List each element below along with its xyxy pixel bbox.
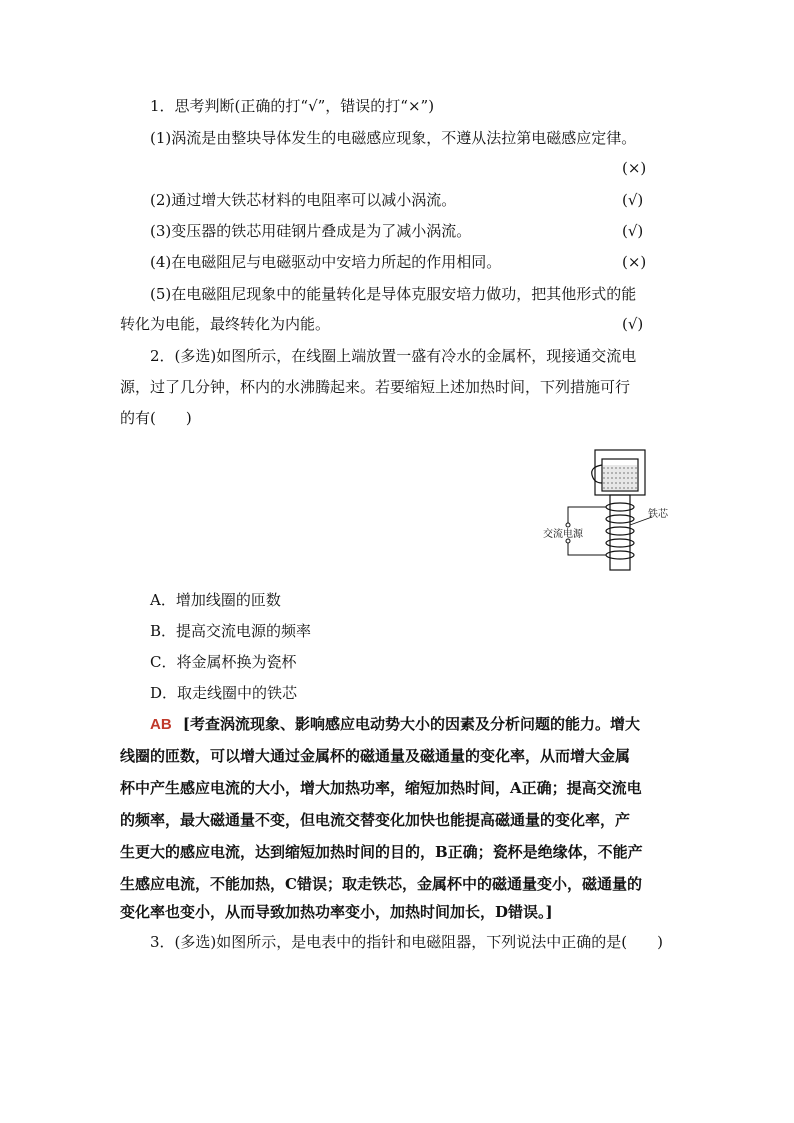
- q2-explanation-line6: 生感应电流，不能加热，C错误；取走铁芯，金属杯中的磁通量变小，磁通量的: [120, 875, 642, 893]
- q2-figure: [540, 445, 680, 575]
- q2-option-a: A．增加线圈的匝数: [150, 591, 281, 609]
- q1-item-5-mark: (√): [622, 315, 644, 333]
- q1-title: 1．思考判断(正确的打“√”，错误的打“×”): [150, 97, 435, 115]
- q2-stem-line1: 2．(多选)如图所示，在线圈上端放置一盛有冷水的金属杯，现接通交流电: [150, 347, 637, 365]
- q1-item-3-text: (3)变压器的铁芯用硅钢片叠成是为了减小涡流。: [150, 222, 472, 240]
- q3-stem: 3．(多选)如图所示，是电表中的指针和电磁阻器，下列说法中正确的是( ): [150, 933, 663, 951]
- q2-explanation-line3: 杯中产生感应电流的大小，增大加热功率，缩短加热时间，A正确；提高交流电: [120, 779, 642, 797]
- q2-explanation-line4: 的频率，最大磁通量不变，但电流交替变化加快也能提高磁通量的变化率，产: [120, 811, 631, 829]
- cup-handle: [592, 465, 602, 483]
- q2-option-c: C．将金属杯换为瓷杯: [150, 653, 297, 671]
- q1-item-2-text: (2)通过增大铁芯材料的电阻率可以减小涡流。: [150, 191, 457, 209]
- label-iron-core: 铁芯: [648, 509, 668, 520]
- q2-option-b: B．提高交流电源的频率: [150, 622, 312, 640]
- q1-item-5-text-line2: 转化为电能，最终转化为内能。: [120, 315, 331, 333]
- q2-explanation-line7: 变化率也变小，从而导致加热功率变小，加热时间加长，D错误。]: [120, 903, 553, 921]
- q1-item-4-text: (4)在电磁阻尼与电磁驱动中安培力所起的作用相同。: [150, 253, 502, 271]
- wire-top: [568, 507, 606, 523]
- q2-answer: AB: [150, 716, 172, 733]
- q2-explanation-line1-wrap: [150, 714, 640, 735]
- label-power-source: 交流电源: [543, 529, 583, 540]
- q1-item-3-mark: (√): [622, 222, 644, 240]
- q1-item-2-mark: (√): [622, 191, 644, 209]
- q2-explanation-line1: [考查涡流现象、影响感应电动势大小的因素及分析问题的能力。增大: [182, 715, 641, 733]
- water: [603, 465, 637, 490]
- q2-explanation-line5: 生更大的感应电流，达到缩短加热时间的目的，B正确；瓷杯是绝缘体，不能产: [120, 843, 643, 861]
- q1-item-1-text: (1)涡流是由整块导体发生的电磁感应现象，不遵从法拉第电磁感应定律。: [150, 129, 637, 147]
- q2-explanation-line2: 线圈的匝数，可以增大通过金属杯的磁通量及磁通量的变化率，从而增大金属: [120, 747, 631, 765]
- wire-bottom: [568, 543, 606, 555]
- q2-stem-line3: 的有( ): [120, 409, 192, 427]
- q2-stem-line2: 源，过了几分钟，杯内的水沸腾起来。若要缩短上述加热时间，下列措施可行: [120, 378, 631, 396]
- terminal-top: [566, 523, 570, 527]
- q1-item-1-mark: (×): [622, 159, 647, 177]
- q1-item-4-mark: (×): [622, 253, 647, 271]
- q2-option-d: D．取走线圈中的铁芯: [150, 684, 298, 702]
- q1-item-5-text-line1: (5)在电磁阻尼现象中的能量转化是导体克服安培力做功，把其他形式的能: [150, 285, 637, 303]
